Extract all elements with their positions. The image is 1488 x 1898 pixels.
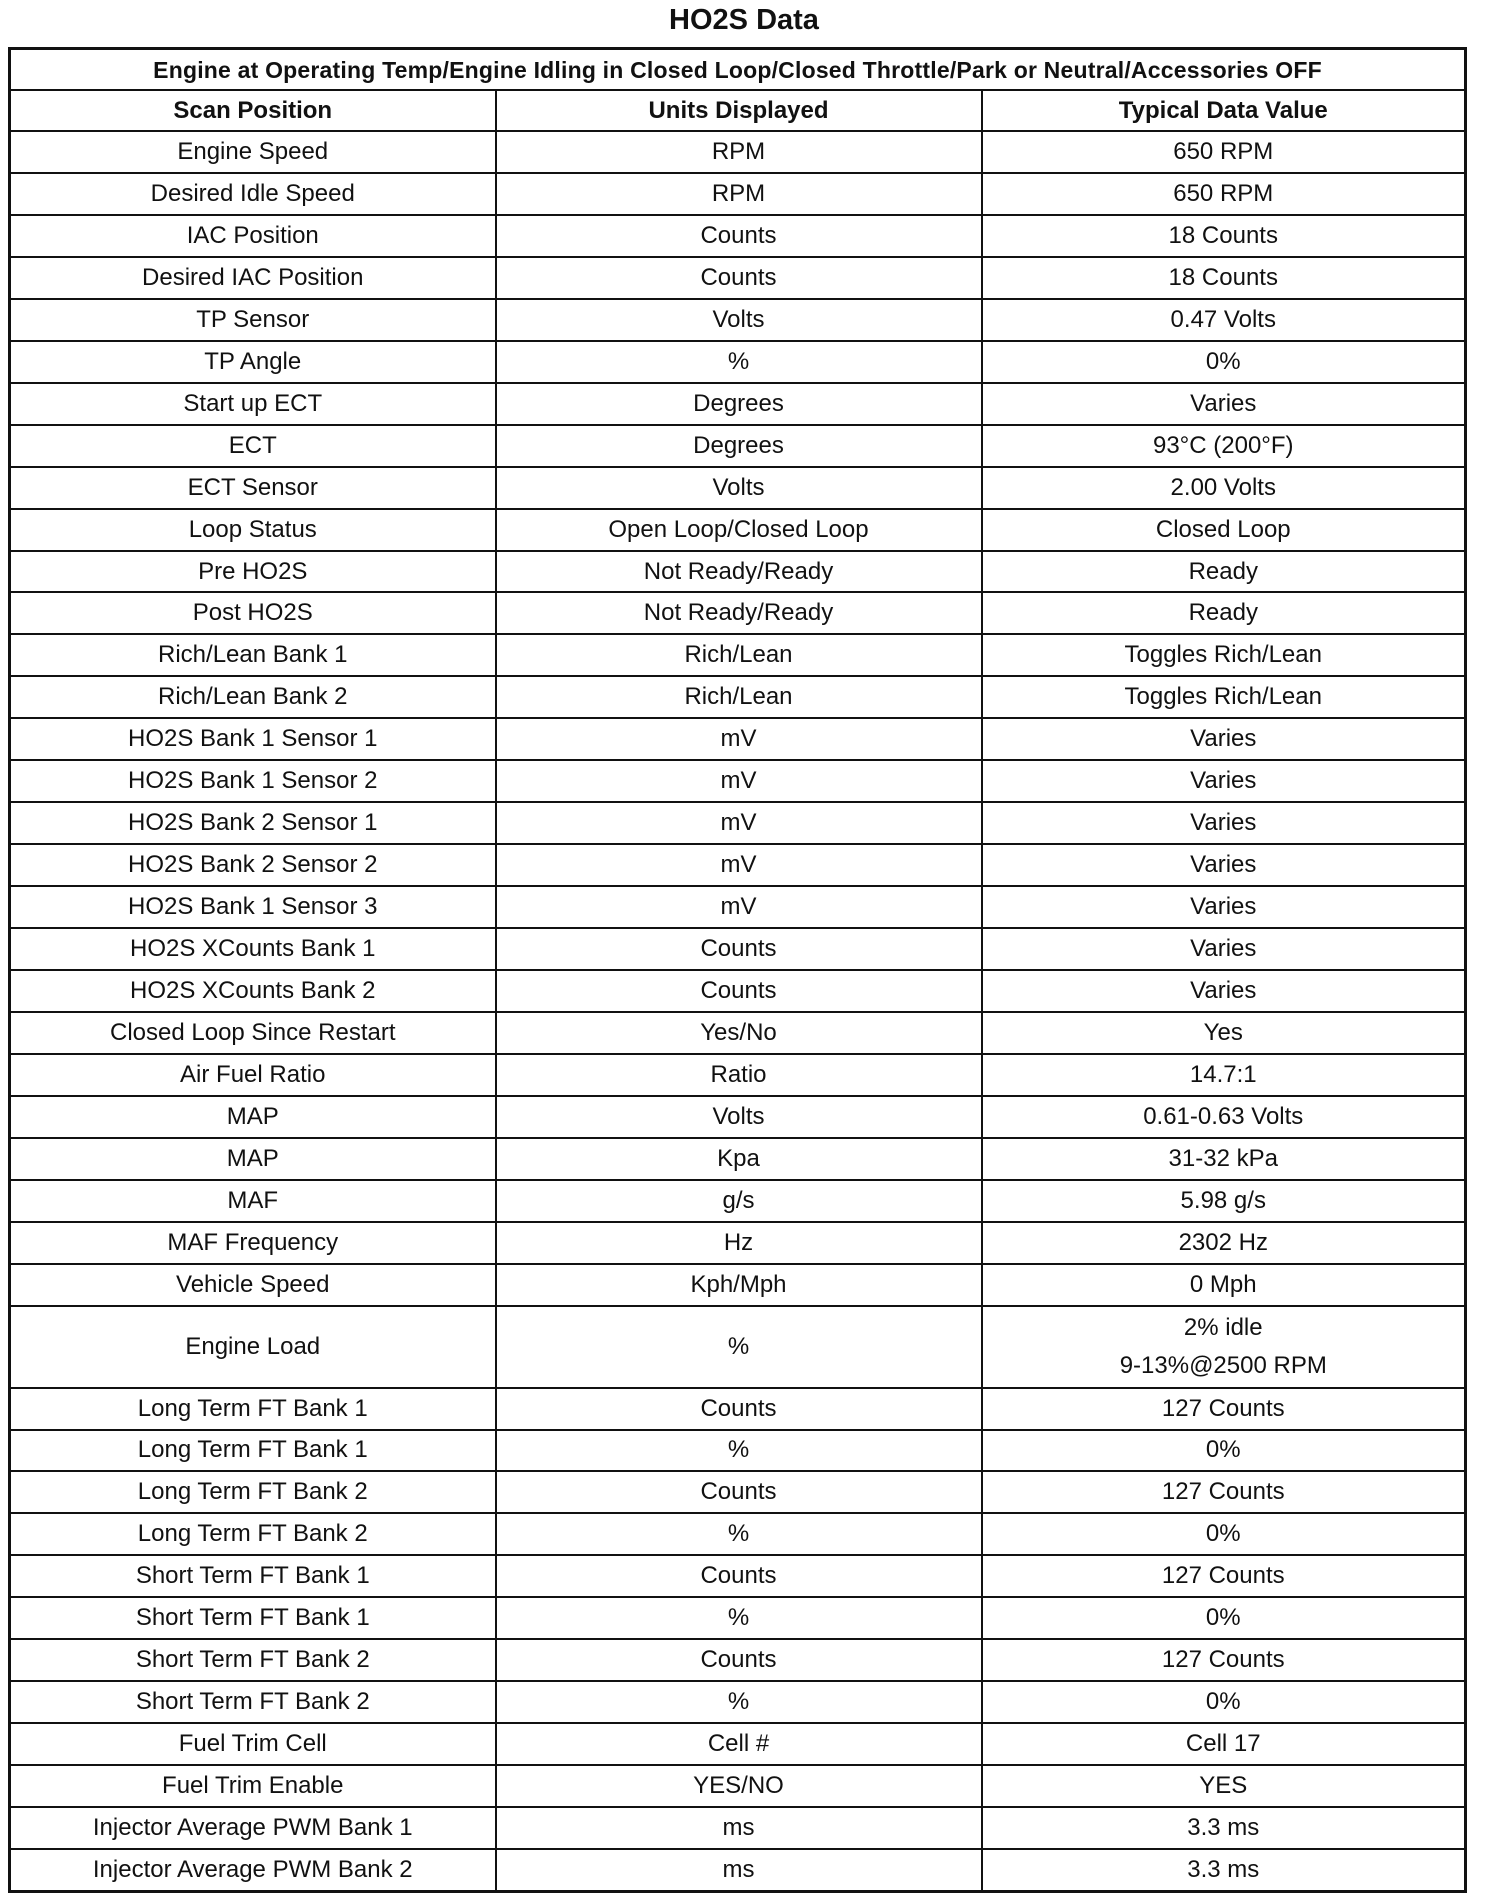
page-title: HO2S Data [669,4,819,36]
table-row [10,383,1466,425]
table-row [10,760,1466,802]
cell-typical-value: Varies [982,970,1466,1012]
table-row [10,215,1466,257]
cell-typical-value: 127 Counts [982,1639,1466,1681]
cell-scan-position: Engine Speed [10,131,496,173]
cell-scan-position: HO2S XCounts Bank 2 [10,970,496,1012]
cell-typical-value: 0% [982,1597,1466,1639]
cell-units-displayed: mV [496,760,982,802]
table-row [10,1430,1466,1472]
cell-typical-value: Toggles Rich/Lean [982,676,1466,718]
cell-scan-position: Long Term FT Bank 1 [10,1430,496,1472]
cell-typical-value: YES [982,1765,1466,1807]
table-row [10,1222,1466,1264]
cell-units-displayed: Counts [496,1555,982,1597]
cell-units-displayed: Counts [496,928,982,970]
header-typical-data-value: Typical Data Value [982,90,1466,131]
cell-typical-value: 0% [982,1430,1466,1472]
cell-typical-value: Yes [982,1012,1466,1054]
cell-units-displayed: Volts [496,1096,982,1138]
cell-units-displayed: Not Ready/Ready [496,551,982,593]
cell-scan-position: Short Term FT Bank 1 [10,1555,496,1597]
table-row [10,1138,1466,1180]
cell-scan-position: Short Term FT Bank 2 [10,1681,496,1723]
cell-typical-value: 93°C (200°F) [982,425,1466,467]
cell-units-displayed: Kph/Mph [496,1264,982,1306]
cell-typical-value: 18 Counts [982,257,1466,299]
table-row [10,1471,1466,1513]
cell-units-displayed: Counts [496,1388,982,1430]
cell-scan-position: Post HO2S [10,592,496,634]
cell-scan-position: Long Term FT Bank 1 [10,1388,496,1430]
cell-typical-value: 0.61-0.63 Volts [982,1096,1466,1138]
cell-units-displayed: mV [496,718,982,760]
cell-units-displayed: % [496,1513,982,1555]
cell-units-displayed: % [496,1430,982,1472]
table-row [10,131,1466,173]
table-row [10,718,1466,760]
cell-units-displayed: mV [496,844,982,886]
cell-scan-position: MAF [10,1180,496,1222]
cell-typical-value: 2302 Hz [982,1222,1466,1264]
ho2s-data-table [8,47,1467,1893]
table-row [10,928,1466,970]
table-header-row [10,90,1466,131]
cell-scan-position: Loop Status [10,509,496,551]
cell-typical-value: Closed Loop [982,509,1466,551]
table-row [10,467,1466,509]
cell-typical-value: 0.47 Volts [982,299,1466,341]
table-row [10,425,1466,467]
table-row [10,173,1466,215]
table-row [10,509,1466,551]
cell-typical-value: 5.98 g/s [982,1180,1466,1222]
cell-scan-position: TP Angle [10,341,496,383]
table-condition-row [10,49,1466,91]
cell-units-displayed: g/s [496,1180,982,1222]
cell-scan-position: HO2S Bank 2 Sensor 1 [10,802,496,844]
table-row [10,1681,1466,1723]
cell-units-displayed: YES/NO [496,1765,982,1807]
cell-typical-value: Varies [982,802,1466,844]
cell-scan-position: Vehicle Speed [10,1264,496,1306]
table-row [10,1096,1466,1138]
cell-units-displayed: Degrees [496,383,982,425]
cell-scan-position: Closed Loop Since Restart [10,1012,496,1054]
cell-typical-value: Varies [982,928,1466,970]
cell-units-displayed: RPM [496,131,982,173]
cell-scan-position: Pre HO2S [10,551,496,593]
cell-typical-value: Varies [982,383,1466,425]
cell-scan-position: TP Sensor [10,299,496,341]
cell-scan-position: HO2S Bank 1 Sensor 1 [10,718,496,760]
cell-units-displayed: Counts [496,970,982,1012]
cell-typical-value: Ready [982,551,1466,593]
cell-scan-position: Long Term FT Bank 2 [10,1471,496,1513]
cell-scan-position: Long Term FT Bank 2 [10,1513,496,1555]
cell-units-displayed: Yes/No [496,1012,982,1054]
cell-scan-position: HO2S Bank 1 Sensor 2 [10,760,496,802]
cell-units-displayed: Counts [496,257,982,299]
cell-typical-value: 650 RPM [982,173,1466,215]
cell-scan-position: Air Fuel Ratio [10,1054,496,1096]
cell-typical-value: Varies [982,844,1466,886]
cell-typical-value: 0 Mph [982,1264,1466,1306]
typical-value-line: 2% idle [1183,1313,1263,1341]
cell-units-displayed: Not Ready/Ready [496,592,982,634]
test-condition: Engine at Operating Temp/Engine Idling in Closed Loop/Closed Throttle/Park or Neutral/Accessories OFF [10,49,1466,91]
cell-scan-position: MAF Frequency [10,1222,496,1264]
cell-typical-value: Cell 17 [982,1723,1466,1765]
cell-scan-position: Start up ECT [10,383,496,425]
cell-typical-value: 31-32 kPa [982,1138,1466,1180]
cell-units-displayed: ms [496,1807,982,1849]
cell-scan-position: Desired IAC Position [10,257,496,299]
cell-scan-position: Injector Average PWM Bank 2 [10,1849,496,1891]
cell-typical-value: 3.3 ms [982,1807,1466,1849]
table-row [10,1513,1466,1555]
table-row [10,1388,1466,1430]
cell-units-displayed: Hz [496,1222,982,1264]
cell-typical-value: Toggles Rich/Lean [982,634,1466,676]
cell-typical-value: 18 Counts [982,215,1466,257]
cell-typical-value: 2.00 Volts [982,467,1466,509]
cell-units-displayed: Kpa [496,1138,982,1180]
cell-scan-position: MAP [10,1096,496,1138]
cell-scan-position: Rich/Lean Bank 1 [10,634,496,676]
cell-units-displayed: RPM [496,173,982,215]
cell-units-displayed: Volts [496,467,982,509]
table-row [10,676,1466,718]
cell-units-displayed: Counts [496,1639,982,1681]
cell-scan-position: Injector Average PWM Bank 1 [10,1807,496,1849]
cell-scan-position: Fuel Trim Cell [10,1723,496,1765]
cell-units-displayed: Cell # [496,1723,982,1765]
cell-scan-position: HO2S XCounts Bank 1 [10,928,496,970]
cell-units-displayed: mV [496,886,982,928]
cell-typical-value: 0% [982,341,1466,383]
table-row [10,1723,1466,1765]
table-row [10,257,1466,299]
cell-units-displayed: % [496,1306,982,1388]
cell-scan-position: Short Term FT Bank 2 [10,1639,496,1681]
header-units-displayed: Units Displayed [496,90,982,131]
cell-scan-position: MAP [10,1138,496,1180]
table-row [10,1054,1466,1096]
table-row [10,1264,1466,1306]
cell-units-displayed: Rich/Lean [496,634,982,676]
table-row [10,1306,1466,1388]
cell-units-displayed: Degrees [496,425,982,467]
table-row [10,1012,1466,1054]
cell-scan-position: IAC Position [10,215,496,257]
cell-typical-value: 14.7:1 [982,1054,1466,1096]
cell-typical-value: 0% [982,1513,1466,1555]
cell-typical-value: 0% [982,1681,1466,1723]
cell-scan-position: Fuel Trim Enable [10,1765,496,1807]
cell-typical-value: 127 Counts [982,1388,1466,1430]
table-row [10,844,1466,886]
cell-units-displayed: Open Loop/Closed Loop [496,509,982,551]
table-row [10,592,1466,634]
cell-units-displayed: % [496,1597,982,1639]
cell-typical-value [982,1306,1466,1388]
table-row [10,1807,1466,1849]
table-row [10,1849,1466,1891]
table-row [10,970,1466,1012]
cell-typical-value: 127 Counts [982,1471,1466,1513]
cell-typical-value: Varies [982,760,1466,802]
cell-typical-value: Varies [982,886,1466,928]
cell-units-displayed: Counts [496,1471,982,1513]
cell-units-displayed: Rich/Lean [496,676,982,718]
cell-units-displayed: Counts [496,215,982,257]
table-row [10,1555,1466,1597]
table-row [10,1597,1466,1639]
table-row [10,1765,1466,1807]
cell-scan-position: Short Term FT Bank 1 [10,1597,496,1639]
cell-scan-position: HO2S Bank 1 Sensor 3 [10,886,496,928]
cell-units-displayed: ms [496,1849,982,1891]
cell-scan-position: HO2S Bank 2 Sensor 2 [10,844,496,886]
cell-scan-position: Rich/Lean Bank 2 [10,676,496,718]
table-row [10,299,1466,341]
cell-typical-value: Ready [982,592,1466,634]
table-row [10,802,1466,844]
cell-typical-value: 3.3 ms [982,1849,1466,1891]
table-body [10,131,1466,1892]
cell-scan-position: Engine Load [10,1306,496,1388]
cell-typical-value: 650 RPM [982,131,1466,173]
typical-value-line: 9-13%@2500 RPM [1119,1351,1327,1379]
cell-typical-value: Varies [982,718,1466,760]
table-row [10,1639,1466,1681]
cell-units-displayed: % [496,1681,982,1723]
cell-units-displayed: Volts [496,299,982,341]
header-scan-position: Scan Position [10,90,496,131]
table-row [10,1180,1466,1222]
cell-units-displayed: mV [496,802,982,844]
cell-scan-position: ECT Sensor [10,467,496,509]
table-row [10,634,1466,676]
cell-scan-position: ECT [10,425,496,467]
cell-units-displayed: % [496,341,982,383]
cell-scan-position: Desired Idle Speed [10,173,496,215]
cell-units-displayed: Ratio [496,1054,982,1096]
cell-typical-value: 127 Counts [982,1555,1466,1597]
table-row [10,886,1466,928]
table-row [10,341,1466,383]
table-row [10,551,1466,593]
